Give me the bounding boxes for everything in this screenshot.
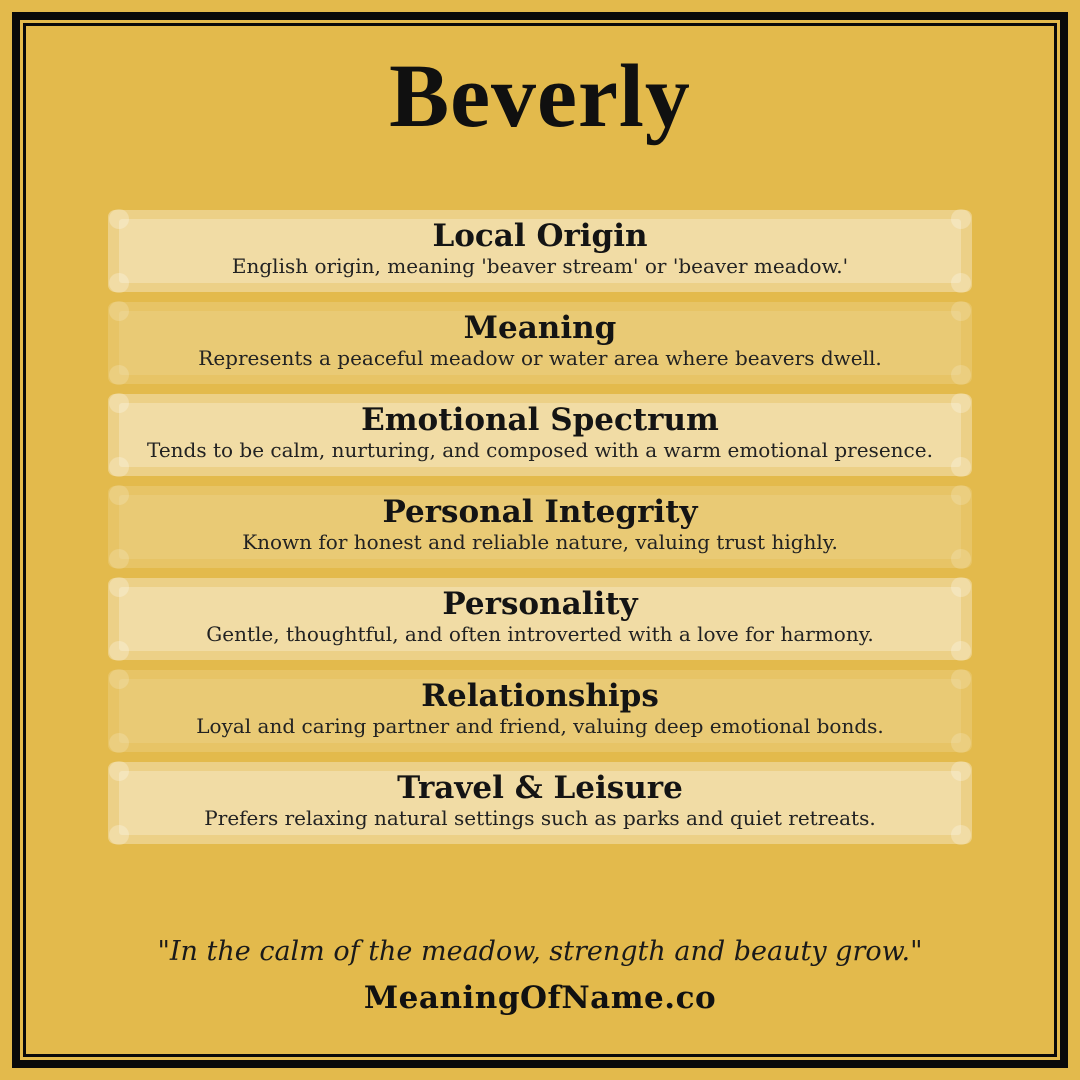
card-title: Local Origin <box>432 218 648 254</box>
card-personality <box>108 578 972 660</box>
card-description: Gentle, thoughtful, and often introverted with a love for harmony. <box>206 621 874 646</box>
card-title: Personality <box>442 586 638 622</box>
card-description: Prefers relaxing natural settings such as parks and quiet retreats. <box>204 805 876 830</box>
page-title: Beverly <box>389 47 691 146</box>
card-description: English origin, meaning 'beaver stream' or 'beaver meadow.' <box>231 253 849 278</box>
site-name: MeaningOfName.co <box>363 980 717 1016</box>
card-description: Known for honest and reliable nature, valuing trust highly. <box>242 529 838 554</box>
card-content <box>119 403 961 467</box>
card-title: Relationships <box>421 678 659 714</box>
card-title: Emotional Spectrum <box>361 402 719 438</box>
card-content <box>119 679 961 743</box>
card-personal-integrity <box>108 486 972 568</box>
card-description: Tends to be calm, nurturing, and composed with a warm emotional presence. <box>147 437 933 462</box>
card-content <box>119 587 961 651</box>
card-title: Travel & Leisure <box>397 770 683 806</box>
tagline-quote: "In the calm of the meadow, strength and beauty grow." <box>157 936 923 967</box>
card-travel-leisure <box>108 762 972 844</box>
card-emotional-spectrum <box>108 394 972 476</box>
card-title: Meaning <box>463 310 617 346</box>
card-content <box>119 311 961 375</box>
card-list <box>108 210 972 844</box>
card-description: Loyal and caring partner and friend, valuing deep emotional bonds. <box>196 713 884 738</box>
card-content <box>119 219 961 283</box>
card-description: Represents a peaceful meadow or water area where beavers dwell. <box>198 345 882 370</box>
card-content <box>119 495 961 559</box>
card-local-origin <box>108 210 972 292</box>
card-relationships <box>108 670 972 752</box>
card-title: Personal Integrity <box>382 494 698 530</box>
card-meaning <box>108 302 972 384</box>
card-content <box>119 771 961 835</box>
